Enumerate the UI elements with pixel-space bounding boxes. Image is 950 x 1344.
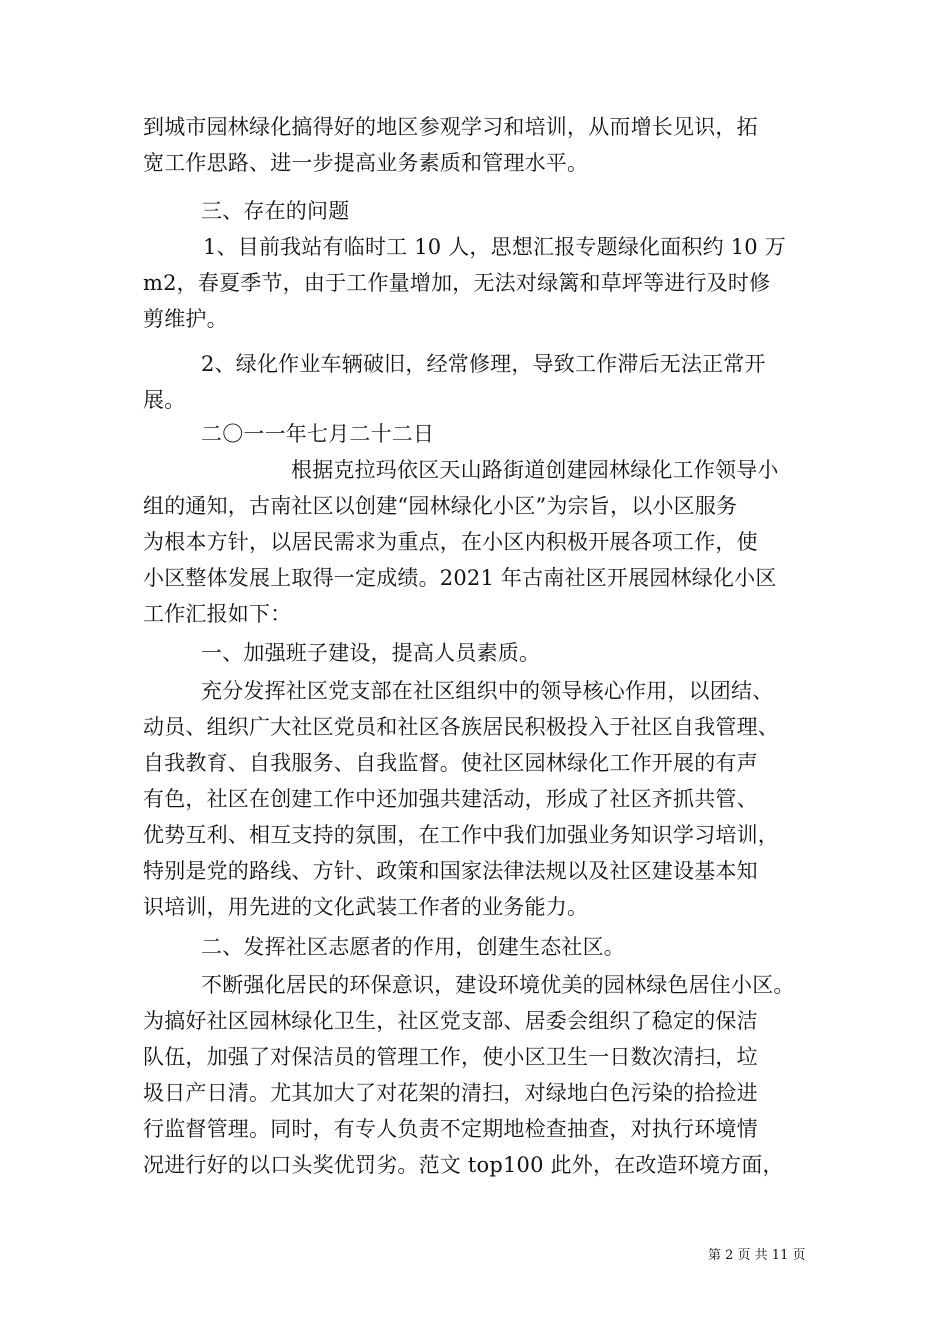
text-line: 优势互利、相互支持的氛围，在工作中我们加强业务知识学习培训， <box>143 823 779 847</box>
text-line: 根据克拉玛依区天山路街道创建园林绿化工作领导小 <box>291 458 779 482</box>
text-line: 2、绿化作业车辆破旧，经常修理，导致工作滞后无法正常开 <box>201 352 766 376</box>
text-line: 到城市园林绿化搞得好的地区参观学习和培训，从而增长见识，拓 <box>143 115 758 139</box>
text-line: 组的通知，古南社区以创建“园林绿化小区”为宗旨，以小区服务 <box>143 494 738 518</box>
text-line: 有色，社区在创建工作中还加强共建活动，形成了社区齐抓共管、 <box>143 787 758 811</box>
date-line: 二〇一一年七月二十二日 <box>201 422 435 446</box>
text-line: 动员、组织广大社区党员和社区各族居民积极投入于社区自我管理、 <box>143 715 779 739</box>
text-line: 特别是党的路线、方针、政策和国家法律法规以及社区建设基本知 <box>143 859 758 883</box>
text-line: 自我教育、自我服务、自我监督。使社区园林绿化工作开展的有声 <box>143 751 758 775</box>
section-heading: 三、存在的问题 <box>201 199 350 223</box>
text-line: 展。 <box>143 388 186 412</box>
text-line: 识培训，用先进的文化武装工作者的业务能力。 <box>143 895 589 919</box>
text-line: m2，春夏季节，由于工作量增加，无法对绿篱和草坪等进行及时修 <box>143 271 771 295</box>
text-line: 为根本方针，以居民需求为重点，在小区内积极开展各项工作，使 <box>143 530 758 554</box>
section-heading: 二、发挥社区志愿者的作用，创建生态社区。 <box>201 935 625 959</box>
text-line: 剪维护。 <box>143 307 228 331</box>
text-line: 圾日产日清。尤其加大了对花架的清扫，对绿地白色污染的拾捡进 <box>143 1081 758 1105</box>
text-line: 不断强化居民的环保意识，建设环境优美的园林绿色居住小区。 <box>201 973 795 997</box>
text-line: 为搞好社区园林绿化卫生，社区党支部、居委会组织了稳定的保洁 <box>143 1009 758 1033</box>
text-line: 小区整体发展上取得一定成绩。2021 年古南社区开展园林绿化小区 <box>143 566 777 590</box>
text-line: 1、目前我站有临时工 10 人，思想汇报专题绿化面积约 10 万 <box>203 235 786 259</box>
section-heading: 一、加强班子建设，提高人员素质。 <box>201 641 541 665</box>
text-line: 况进行好的以口头奖优罚劣。范文 top100 此外，在改造环境方面， <box>143 1153 784 1177</box>
text-line: 工作汇报如下： <box>143 602 292 626</box>
text-line: 行监督管理。同时，有专人负责不定期地检查抽查，对执行环境情 <box>143 1117 758 1141</box>
text-line: 充分发挥社区党支部在社区组织中的领导核心作用，以团结、 <box>201 679 774 703</box>
page-number: 第 2 页 共 11 页 <box>708 1248 806 1263</box>
text-line: 宽工作思路、进一步提高业务素质和管理水平。 <box>143 151 589 175</box>
text-line: 队伍，加强了对保洁员的管理工作，使小区卫生一日数次清扫，垃 <box>143 1045 758 1069</box>
